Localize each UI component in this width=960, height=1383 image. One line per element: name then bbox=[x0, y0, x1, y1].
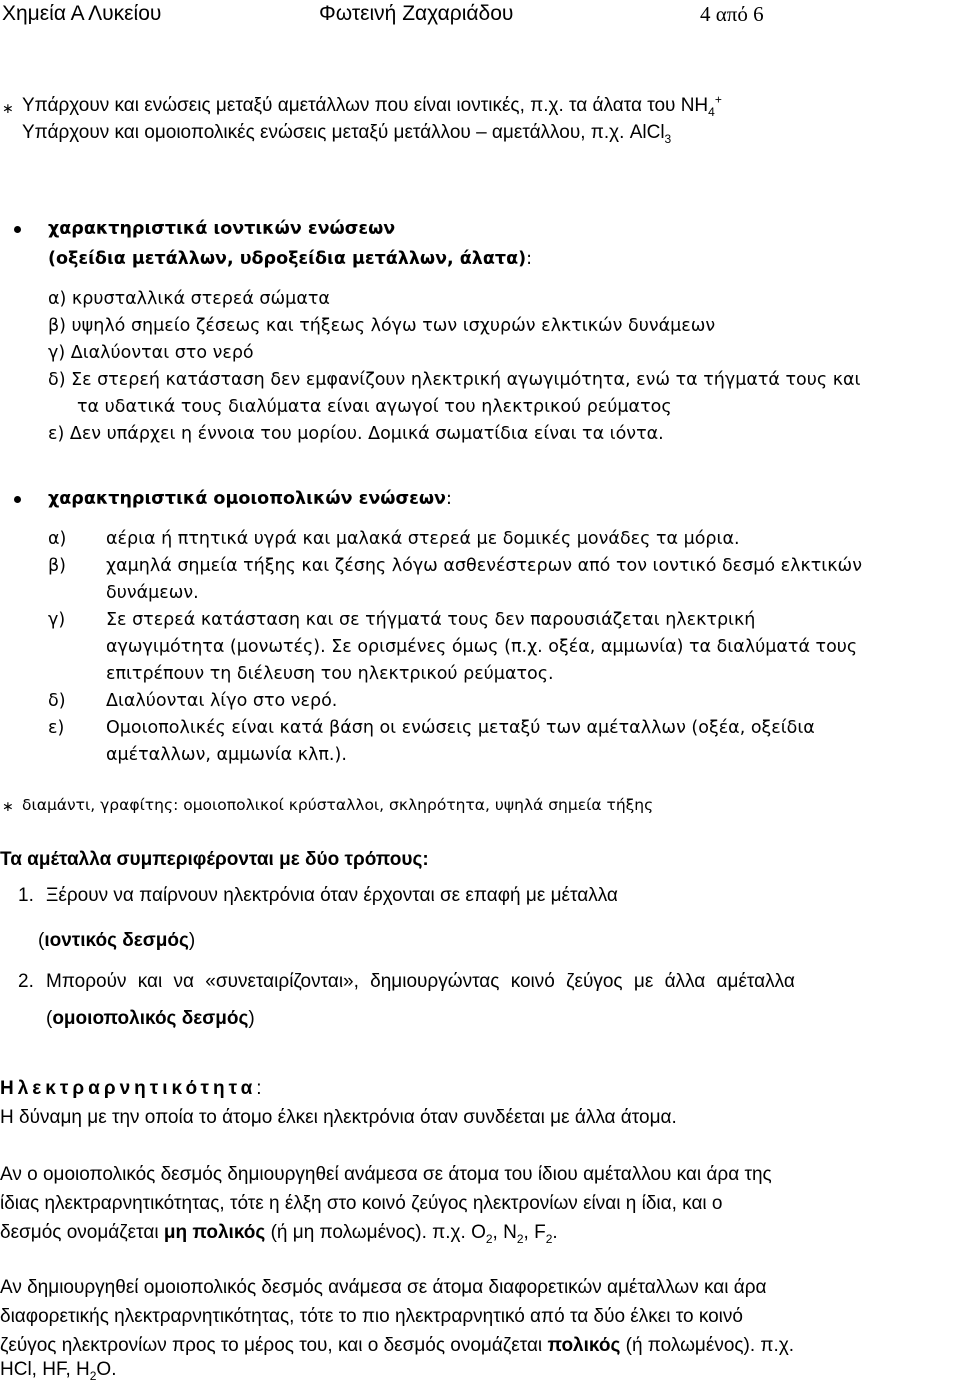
covalent-item-text: Ομοιοπολικές είναι κατά βάση οι ενώσεις μεταξύ των αμέταλλων (οξέα, οξείδια bbox=[106, 718, 815, 738]
electronegativity-definition: Η δύναμη με την οποία το άτομο έλκει ηλεκτρόνια όταν συνδέεται με άλλα άτομα. bbox=[0, 1107, 677, 1128]
covalent-item-label: γ) bbox=[48, 610, 66, 630]
paragraph-line: Αν δημιουργηθεί ομοιοπολικός δεσμός ανάμεσα σε άτομα διαφορετικών αμέταλλων και άρα bbox=[0, 1277, 767, 1298]
note-diamond: διαμάντι, γραφίτης: ομοιοπολικοί κρύσταλλοι, σκληρότητα, υψηλά σημεία τήξης bbox=[22, 796, 654, 814]
ionic-item: ε) Δεν υπάρχει η έννοια του μορίου. Δομικά σωματίδια είναι τα ιόντα. bbox=[48, 424, 664, 444]
paragraph-line: Αν ο ομοιοπολικός δεσμός δημιουργηθεί ανάμεσα σε άτομα του ίδιου αμέταλλου και άρα της bbox=[0, 1164, 772, 1185]
ionic-title: χαρακτηριστικά ιοντικών ενώσεων bbox=[48, 219, 396, 239]
paragraph-line: ίδιας ηλεκτραρνητικότητας, τότε η έλξη στο κοινό ζεύγος ηλεκτρονίων είναι η ίδια, και ο bbox=[0, 1193, 723, 1214]
list-number: 2. bbox=[18, 971, 34, 992]
nonmetals-item-bond: (ομοιοπολικός δεσμός) bbox=[46, 1008, 255, 1029]
ionic-item-continued: τα υδατικά τους διαλύματα είναι αγωγοί του ηλεκτρικού ρεύματος bbox=[77, 397, 672, 417]
list-number: 1. bbox=[18, 885, 34, 906]
covalent-item-text: επιτρέπουν τη διέλευση του ηλεκτρικού ρεύματος. bbox=[106, 664, 554, 684]
covalent-item-text: αμέταλλων, αμμωνία κλπ.). bbox=[106, 745, 347, 765]
ionic-item: δ) Σε στερεή κατάσταση δεν εμφανίζουν ηλεκτρική αγωγιμότητα, ενώ τα τήγματά τους και bbox=[48, 370, 861, 390]
header-author: Φωτεινή Ζαχαριάδου bbox=[319, 2, 514, 25]
paragraph-line: HCl, HF, $H_2O$. bbox=[0, 1359, 117, 1383]
ionic-item: β) υψηλό σημείο ζέσεως και τήξεως λόγω των ισχυρών ελκτικών δυνάμεων bbox=[48, 316, 716, 336]
covalent-item-text: αέρια ή πτητικά υγρά και μαλακά στερεά με δομικές μονάδες τα μόρια. bbox=[106, 529, 740, 549]
note-ionic-nonmetals: Υπάρχουν και ενώσεις μεταξύ αμετάλλων που είναι ιοντικές, π.χ. τα άλατα του $NH_4^+$ bbox=[22, 92, 722, 119]
paragraph-line: ζεύγος ηλεκτρονίων προς το μέρος του, και ο δεσμός ονομάζεται πολικός (ή πολωμένος). π.χ. bbox=[0, 1335, 795, 1356]
ionic-subtitle: (οξείδια μετάλλων, υδροξείδια μετάλλων, άλατα): bbox=[48, 249, 532, 269]
covalent-item-label: β) bbox=[48, 556, 66, 576]
asterisk-icon: ∗ bbox=[2, 799, 14, 815]
nonmetals-title: Τα αμέταλλα συμπεριφέρονται με δύο τρόπους: bbox=[0, 849, 429, 870]
paragraph-line: διαφορετικής ηλεκτραρνητικότητας, τότε το πιο ηλεκτραρνητικό από τα δύο έλκει το κοινό bbox=[0, 1306, 743, 1327]
ionic-item: α) κρυσταλλικά στερεά σώματα bbox=[48, 289, 330, 309]
covalent-item-label: ε) bbox=[48, 718, 65, 738]
header-subject: Χημεία Α Λυκείου bbox=[2, 2, 162, 25]
electronegativity-title: Ηλεκτραρνητικότητα: bbox=[0, 1078, 262, 1099]
covalent-title: χαρακτηριστικά ομοιοπολικών ενώσεων: bbox=[48, 489, 452, 509]
asterisk-icon: ∗ bbox=[2, 101, 14, 117]
covalent-item-label: α) bbox=[48, 529, 67, 549]
paragraph-line: δεσμός ονομάζεται μη πολικός (ή μη πολωμένος). π.χ. $O_2$, $N_2$, $F_2$. bbox=[0, 1222, 558, 1246]
bullet-icon bbox=[14, 226, 21, 233]
covalent-item-text: δυνάμεων. bbox=[106, 583, 199, 603]
covalent-item-text: αγωγιμότητα (μονωτές). Σε ορισμένες όμως (π.χ. οξέα, αμμωνία) τα διαλύματά τους bbox=[106, 637, 858, 657]
note-covalent-metal: Υπάρχουν και ομοιοπολικές ενώσεις μεταξύ μετάλλου – αμετάλλου, π.χ. AlCl$_3$ bbox=[22, 122, 672, 146]
nonmetals-item: Ξέρουν να παίρνουν ηλεκτρόνια όταν έρχονται σε επαφή με μέταλλα bbox=[46, 885, 618, 906]
covalent-item-text: Σε στερεά κατάσταση και σε τήγματά τους δεν παρουσιάζεται ηλεκτρική bbox=[106, 610, 756, 630]
nonmetals-item: Μπορούν και να «συνεταιρίζονται», δημιουργώντας κοινό ζεύγος με άλλα αμέταλλα bbox=[46, 971, 795, 992]
covalent-item-text: χαμηλά σημεία τήξης και ζέσης λόγω ασθενέστερων από τον ιοντικό δεσμό ελκτικών bbox=[106, 556, 862, 576]
nonmetals-item-bond: (ιοντικός δεσμός) bbox=[38, 930, 196, 951]
header-page-number: 4 από 6 bbox=[700, 2, 764, 26]
covalent-item-text: Διαλύονται λίγο στο νερό. bbox=[106, 691, 338, 711]
covalent-item-label: δ) bbox=[48, 691, 66, 711]
ionic-item: γ) Διαλύονται στο νερό bbox=[48, 343, 254, 363]
bullet-icon bbox=[14, 496, 21, 503]
